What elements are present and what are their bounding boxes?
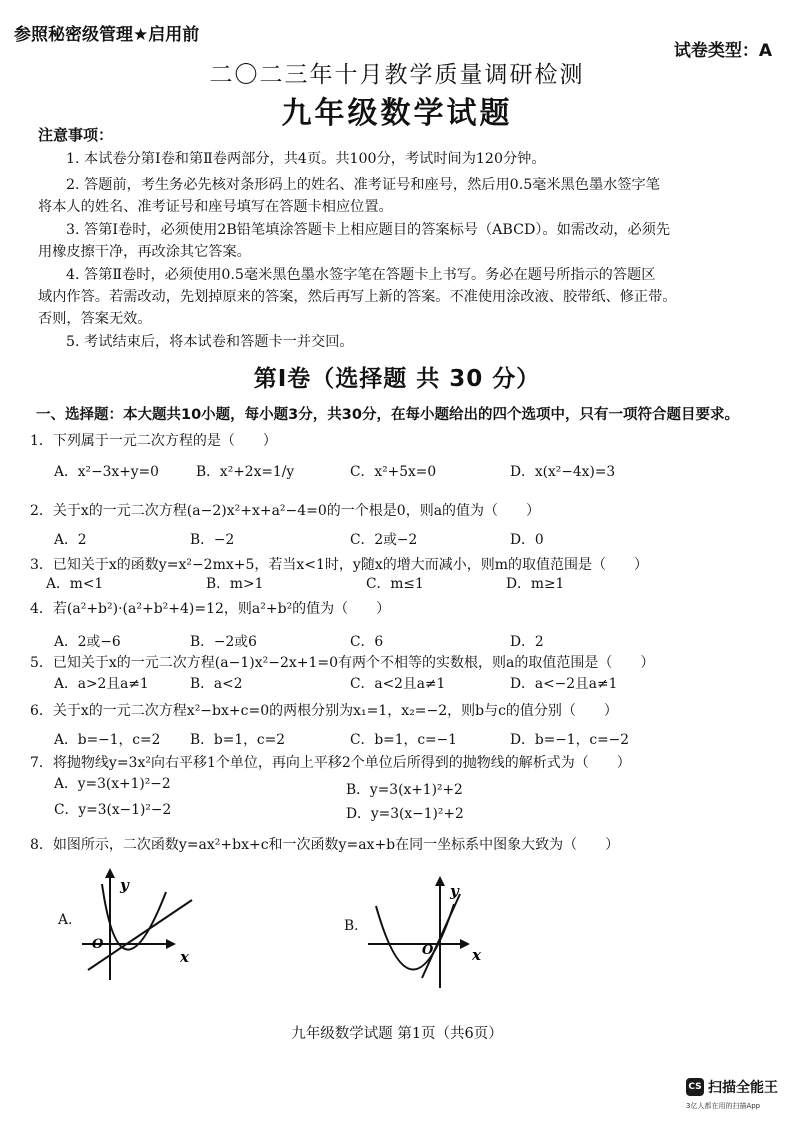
origin-label: O [92,937,104,952]
notice-line: 用橡皮擦干净，再改涂其它答案。 [38,244,251,260]
question-1-option-b: B．x²+2x=1/y [196,464,295,480]
question-2-option-d: D．0 [510,532,544,548]
origin-label: O [422,943,434,958]
notice-line: 3. 答第Ⅰ卷时，必须使用2B铅笔填涂答题卡上相应题目的答案标号（ABCD）。如需改动，必须先 [66,222,671,238]
notice-line: 将本人的姓名、准考证号和座号填写在答题卡相应位置。 [38,199,393,215]
question-5-stem: 5．已知关于x的一元二次方程(a−1)x²−2x+1=0有两个不相等的实数根，则a的取值范围是（ ） [30,655,655,671]
notice-line: 4. 答第Ⅱ卷时，必须使用0.5毫米黑色墨水签字笔在答题卡上书写。务必在题号所指示的答题区 [66,267,656,283]
question-5-option-c: C．a<2且a≠1 [350,676,446,692]
notice-line: 否则，答案无效。 [38,311,152,327]
question-7-option-c: C．y=3(x−1)²−2 [54,802,172,818]
y-axis-arrow [105,868,115,878]
question-5-option-a: A．a>2且a≠1 [54,676,149,692]
parabola-curve [376,904,454,970]
question-6-option-d: D．b=−1，c=−2 [510,732,630,748]
camscanner-logo-icon: CS [686,1078,704,1096]
line-graph [88,900,192,970]
notice-line: 5. 考试结束后，将本试卷和答题卡一并交回。 [66,334,354,350]
page-title: 九年级数学试题 [281,96,513,131]
question-6-option-c: C．b=1，c=−1 [350,732,457,748]
paper-type-label: 试卷类型：A [673,41,772,61]
question-3-option-b: B．m>1 [206,576,264,592]
question-6-stem: 6．关于x的一元二次方程x²−bx+c=0的两根分别为x₁=1，x₂=−2，则b与c的值分别（ ） [30,703,618,719]
question-1-option-a: A．x²−3x+y=0 [54,464,159,480]
watermark-subtitle: 3亿人都在用的扫描App [686,1102,761,1110]
notice-heading: 注意事项： [38,126,114,144]
y-axis-label: y [450,882,459,900]
y-axis-label: y [120,876,129,894]
watermark-name: 扫描全能王 [708,1080,778,1096]
question-6-option-a: A．b=−1，c=2 [54,732,161,748]
notice-line: 域内作答。若需改动，先划掉原来的答案，然后再写上新的答案。不准使用涂改液、胶带纸、修正带。 [38,289,677,305]
question-1-option-d: D．x(x²−4x)=3 [510,464,616,480]
exam-title: 二〇二三年十月教学质量调研检测 [209,62,585,88]
question-5-option-b: B．a<2 [190,676,243,692]
y-axis-arrow [435,876,445,886]
graph-option-b [364,874,494,994]
section-description: 一、选择题：本大题共10小题，每小题3分，共30分，在每小题给出的四个选项中，只有一项符合题目要求。 [36,407,739,423]
notice-line: 1. 本试卷分第Ⅰ卷和第Ⅱ卷两部分，共4页。共100分，考试时间为120分钟。 [66,151,546,167]
question-7-option-b: B．y=3(x+1)²+2 [346,782,463,798]
question-6-option-b: B．b=1，c=2 [190,732,285,748]
question-4-option-c: C．6 [350,634,384,650]
question-3-stem: 3．已知关于x的函数y=x²−2mx+5，若当x<1时，y随x的增大而减小，则m的取值范围是（ ） [30,557,649,573]
question-8-stem: 8．如图所示，二次函数y=ax²+bx+c和一次函数y=ax+b在同一坐标系中图象大致为（ ） [30,837,620,853]
notice-line: 2. 答题前，考生务必先核对条形码上的姓名、准考证号和座号，然后用0.5毫米黑色墨水签字笔 [66,177,660,193]
question-7-stem: 7．将抛物线y=3x²向右平移1个单位，再向上平移2个单位后所得到的抛物线的解析式为（ ） [30,755,631,771]
x-axis-label: x [472,946,481,964]
question-4-option-a: A．2或−6 [54,634,121,650]
question-2-option-a: A．2 [54,532,87,548]
question-1-stem: 1．下列属于一元二次方程的是（ ） [30,433,277,449]
question-3-option-d: D．m≥1 [506,576,565,592]
section-title: 第Ⅰ卷（选择题 共 30 分） [253,366,541,392]
question-3-option-a: A．m<1 [46,576,104,592]
question-1-option-c: C．x²+5x=0 [350,464,437,480]
question-4-option-d: D．2 [510,634,544,650]
question-7-option-a: A．y=3(x+1)²−2 [54,776,171,792]
question-8-option-a: A. [58,912,73,928]
graph-option-a [80,866,210,986]
x-axis-label: x [180,948,189,966]
question-2-stem: 2．关于x的一元二次方程(a−2)x²+x+a²−4=0的一个根是0，则a的值为（ ） [30,503,541,519]
x-axis-arrow [460,939,470,949]
question-4-stem: 4．若(a²+b²)·(a²+b²+4)=12，则a²+b²的值为（ ） [30,601,391,617]
question-5-option-d: D．a<−2且a≠1 [510,676,618,692]
question-8-option-b: B. [344,918,359,934]
question-7-option-d: D．y=3(x−1)²+2 [346,806,464,822]
question-4-option-b: B．−2或6 [190,634,257,650]
x-axis-arrow [166,939,176,949]
question-2-option-c: C．2或−2 [350,532,418,548]
page-footer: 九年级数学试题 第1页（共6页） [291,1026,503,1042]
question-3-option-c: C．m≤1 [366,576,424,592]
confidential-label: 参照秘密级管理★启用前 [14,25,200,45]
question-2-option-b: B．−2 [190,532,235,548]
